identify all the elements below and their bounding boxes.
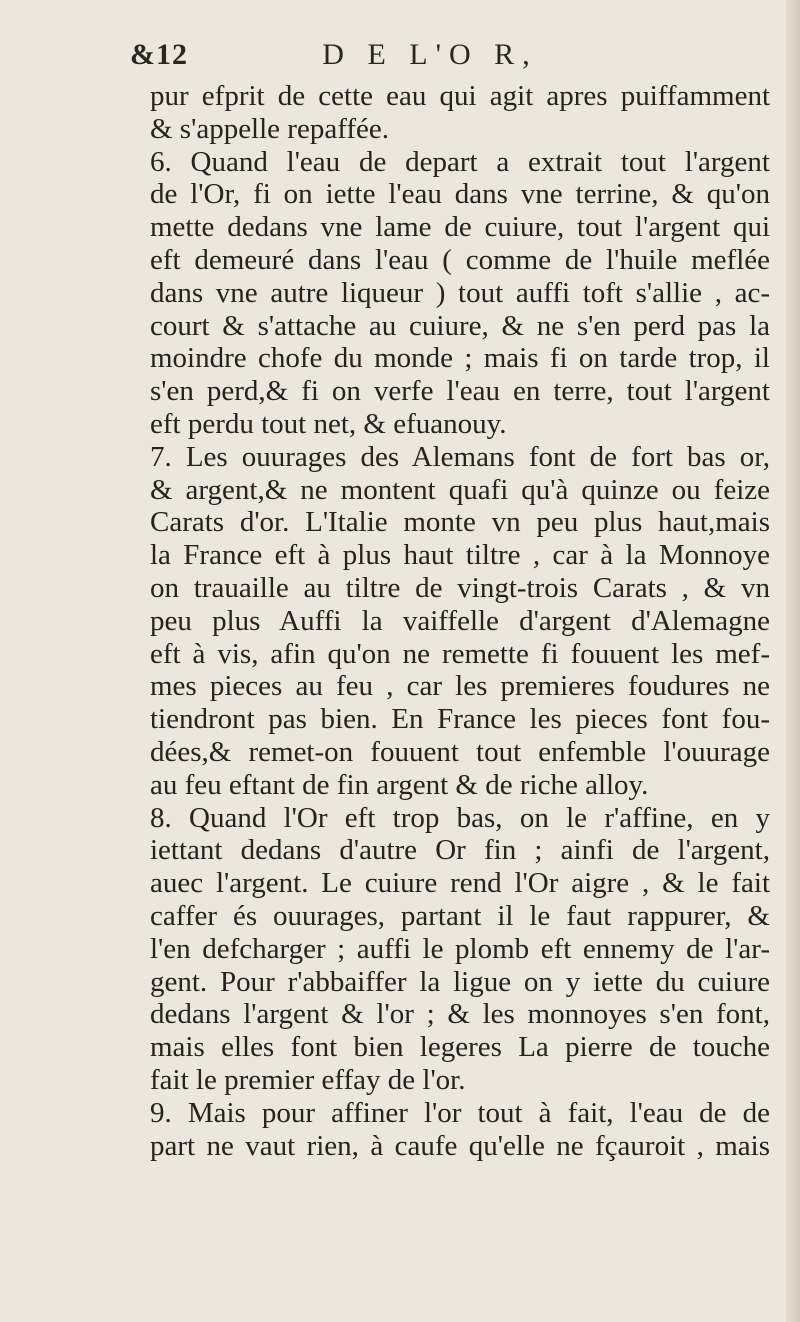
- text-line: eft demeuré dans l'eau ( comme de l'huile meflée: [150, 243, 770, 276]
- text-line: eft à vis, afin qu'on ne remette fi fouuent les mef-: [150, 637, 770, 670]
- text-line: & argent,& ne montent quafi qu'à quinze ou feize: [150, 473, 770, 506]
- text-line: s'en perd,& fi on verfe l'eau en terre, tout l'argent: [150, 375, 770, 408]
- text-line: dées,& remet-on fouuent tout enfemble l'ouurage: [150, 735, 770, 768]
- text-line: mette dedans vne lame de cuiure, tout l'argent qui: [150, 211, 770, 244]
- text-line: pur efprit de cette eau qui agit apres puiffamment: [150, 80, 770, 112]
- text-line: part ne vaut rien, à caufe qu'elle ne fçauroit , mais: [150, 1129, 770, 1162]
- text-line: au feu eftant de fin argent & de riche alloy.: [150, 768, 649, 801]
- text-line: mes pieces au feu , car les premieres foudures ne: [150, 670, 770, 703]
- text-line: 7. Les ouurages des Alemans font de fort bas or,: [150, 440, 770, 473]
- page-header: [130, 38, 770, 78]
- text-line: 9. Mais pour affiner l'or tout à fait, l'eau de de: [150, 1096, 770, 1129]
- text-line: gent. Pour r'abbaiffer la ligue on y iette du cuiure: [150, 965, 770, 998]
- text-line: eft perdu tout net, & efuanouy.: [150, 407, 507, 440]
- text-line: & s'appelle repaffée.: [150, 112, 389, 145]
- text-line: l'en defcharger ; auffi le plomb eft ennemy de l'ar-: [150, 932, 770, 965]
- page-edge: [786, 0, 800, 1322]
- text-line: tiendront pas bien. En France les pieces font fou-: [150, 703, 770, 736]
- text-line: auec l'argent. Le cuiure rend l'Or aigre , & le fait: [150, 867, 770, 900]
- text-line: on trauaille au tiltre de vingt-trois Carats , & vn: [150, 571, 770, 604]
- body-text: [150, 80, 770, 1162]
- text-line: la France eft à plus haut tiltre , car à la Monnoye: [150, 539, 770, 572]
- text-line: Carats d'or. L'Italie monte vn peu plus haut,mais: [150, 506, 770, 539]
- text-line: dans vne autre liqueur ) tout auffi toft s'allie , ac-: [150, 276, 770, 309]
- text-line: dedans l'argent & l'or ; & les monnoyes s'en font,: [150, 998, 770, 1031]
- text-line: moindre chofe du monde ; mais fi on tarde trop, il: [150, 342, 770, 375]
- text-line: mais elles font bien legeres La pierre de touche: [150, 1031, 770, 1064]
- running-head: D E L'O R,: [322, 38, 538, 71]
- text-line: peu plus Auffi la vaiffelle d'argent d'Alemagne: [150, 604, 770, 637]
- text-line: 6. Quand l'eau de depart a extrait tout l'argent: [150, 145, 770, 178]
- text-line: court & s'attache au cuiure, & ne s'en perd pas la: [150, 309, 770, 342]
- page-number: &12: [130, 38, 188, 71]
- text-line: iettant dedans d'autre Or fin ; ainfi de l'argent,: [150, 834, 770, 867]
- text-line: fait le premier effay de l'or.: [150, 1063, 466, 1096]
- text-line: caffer és ouurages, partant il le faut rappurer, &: [150, 899, 770, 932]
- text-line: de l'Or, fi on iette l'eau dans vne terrine, & qu'on: [150, 178, 770, 211]
- text-line: 8. Quand l'Or eft trop bas, on le r'affine, en y: [150, 801, 770, 834]
